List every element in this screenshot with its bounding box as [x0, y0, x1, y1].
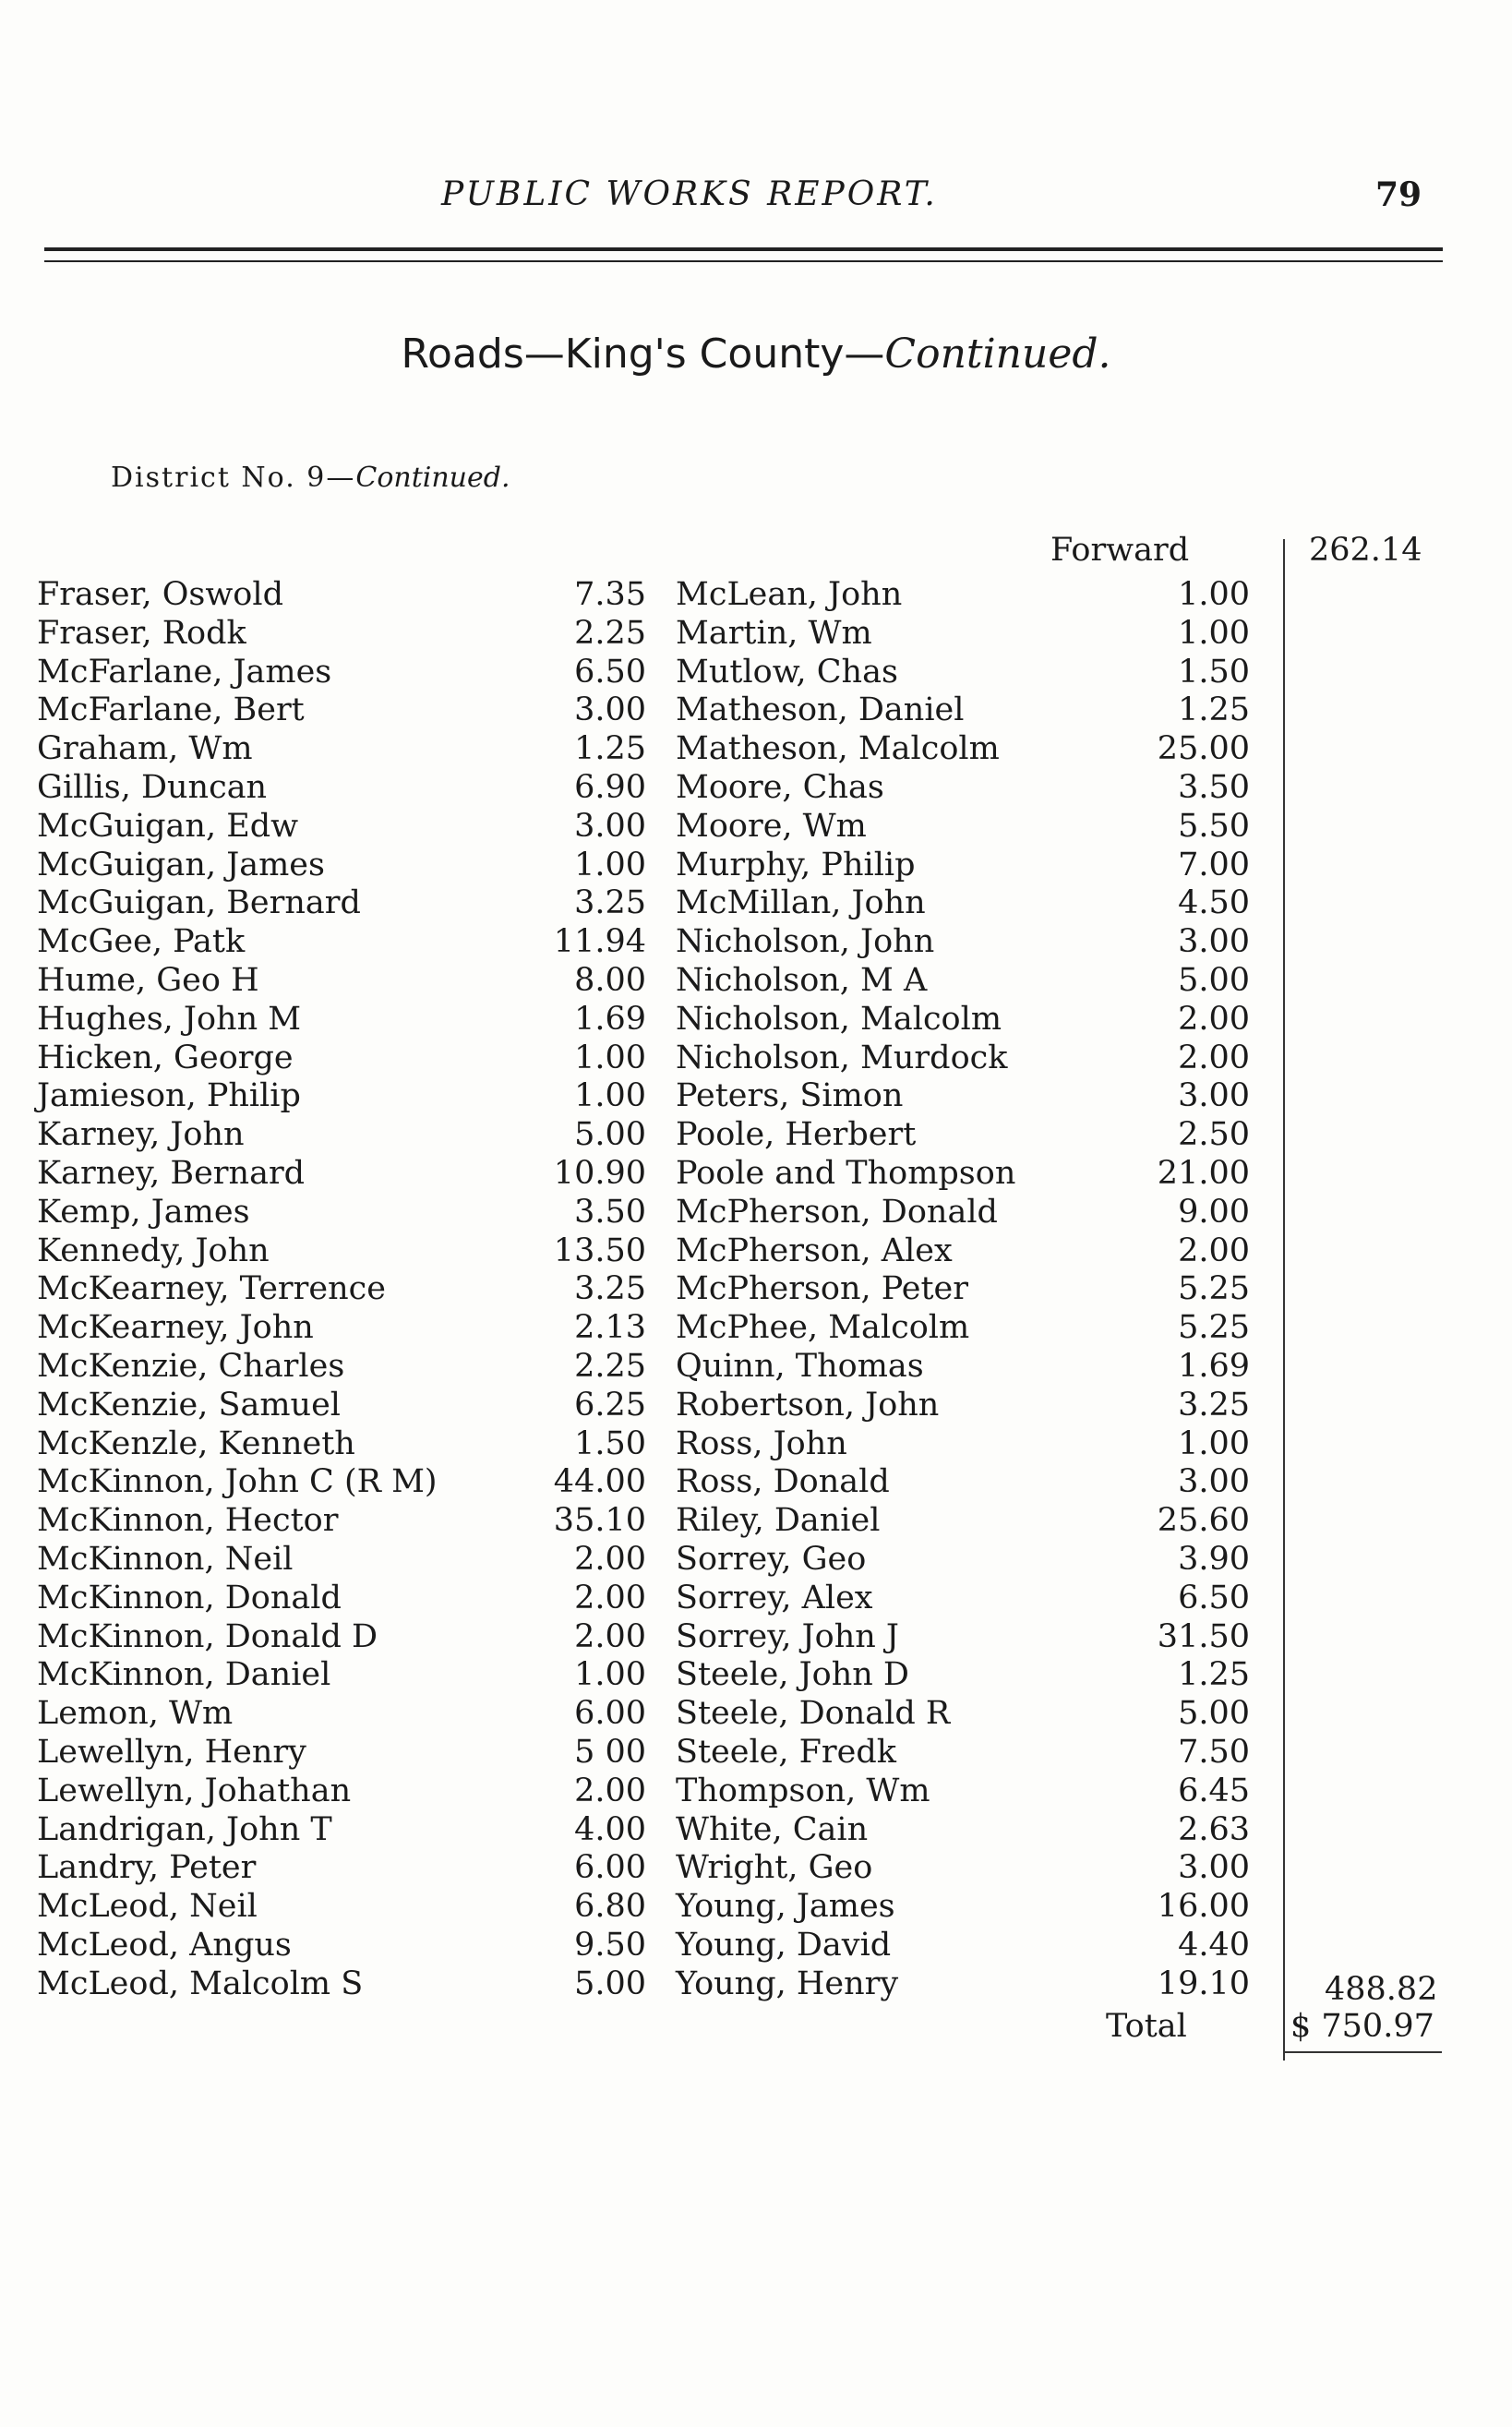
entry-name: Young, James [676, 1888, 895, 1926]
entry-name: McGuigan, Edw [37, 807, 299, 845]
entry-amount: 2.00 [574, 1540, 646, 1578]
entry-amount: 6.25 [574, 1386, 646, 1424]
list-item [676, 884, 1285, 923]
entry-amount: 6.00 [574, 1695, 646, 1733]
page-number: 79 [1375, 175, 1422, 214]
entry-amount: 7.35 [574, 576, 646, 613]
entry-name: Murphy, Philip [676, 846, 916, 883]
list-item [676, 808, 1285, 847]
entry-amount: 1.50 [574, 1424, 646, 1462]
entry-amount: 1.50 [1178, 653, 1250, 691]
entry-name: Young, Henry [676, 1964, 899, 2002]
entry-amount: 7.00 [1178, 846, 1250, 883]
entry-name: Ross, John [676, 1424, 847, 1462]
entry-amount: 2.50 [1178, 1116, 1250, 1154]
list-item [37, 884, 646, 923]
list-item [676, 962, 1285, 1001]
list-item [676, 576, 1285, 615]
entry-amount: 2.00 [574, 1772, 646, 1809]
list-item [37, 654, 646, 692]
entry-amount: 6.50 [574, 653, 646, 691]
entry-amount: 1.69 [1178, 1347, 1250, 1385]
list-item [676, 1309, 1285, 1348]
list-item [676, 1618, 1285, 1657]
list-item [676, 923, 1285, 962]
section-title-continued: Continued. [884, 330, 1111, 378]
list-item [676, 1849, 1285, 1888]
entry-amount: 3.00 [1178, 923, 1250, 961]
entry-amount: 4.00 [574, 1810, 646, 1848]
entry-amount: 5.50 [1178, 807, 1250, 845]
list-item [37, 1309, 646, 1348]
entry-amount: 1.00 [1178, 1424, 1250, 1462]
forward-label: Forward [1050, 532, 1190, 569]
list-item [676, 1039, 1285, 1078]
entry-amount: 10.90 [553, 1154, 646, 1192]
entry-amount: 2.25 [574, 614, 646, 652]
entry-name: Hughes, John M [37, 1000, 302, 1038]
entry-name: Nicholson, John [676, 923, 935, 961]
list-item [676, 1656, 1285, 1695]
entry-name: Wright, Geo [676, 1849, 873, 1887]
entry-amount: 3.00 [574, 807, 646, 845]
entry-amount: 6.80 [574, 1888, 646, 1926]
entry-amount: 2.00 [574, 1579, 646, 1616]
list-item [37, 1656, 646, 1695]
entry-name: Gillis, Duncan [37, 768, 268, 806]
list-item [37, 1348, 646, 1387]
entry-name: McKinnon, Donald [37, 1579, 342, 1616]
list-item [37, 923, 646, 962]
list-item [676, 1116, 1285, 1155]
entry-amount: 9.00 [1178, 1193, 1250, 1231]
entry-amount: 1.00 [574, 1077, 646, 1115]
list-item [676, 1077, 1285, 1116]
entry-name: Sorrey, Alex [676, 1579, 873, 1616]
entry-name: McKenzle, Kenneth [37, 1424, 355, 1462]
list-item [676, 1502, 1285, 1541]
entry-name: McGuigan, Bernard [37, 884, 361, 922]
entry-amount: 2.00 [1178, 1232, 1250, 1269]
entry-name: McGuigan, James [37, 846, 325, 883]
entry-name: McKinnon, Donald D [37, 1617, 378, 1655]
entry-amount: 1.00 [1178, 576, 1250, 613]
entry-amount: 1.00 [574, 1039, 646, 1076]
entry-amount: 4.40 [1178, 1926, 1250, 1964]
entry-name: Jamieson, Philip [37, 1077, 301, 1115]
entry-name: McMillan, John [676, 884, 926, 922]
entry-amount: 35.10 [553, 1502, 646, 1540]
entry-amount: 3.00 [1178, 1077, 1250, 1115]
list-item [676, 1348, 1285, 1387]
entry-name: McPherson, Peter [676, 1270, 968, 1308]
entry-name: Lewellyn, Henry [37, 1733, 306, 1771]
list-item [37, 1811, 646, 1850]
entry-amount: 6.50 [1178, 1579, 1250, 1616]
entry-amount: 3.25 [1178, 1386, 1250, 1424]
entry-name: Steele, Donald R [676, 1695, 951, 1733]
entry-name: Nicholson, M A [676, 961, 928, 999]
entry-name: Moore, Wm [676, 807, 867, 845]
list-item [37, 1039, 646, 1078]
entry-name: Mutlow, Chas [676, 653, 898, 691]
list-item [676, 1270, 1285, 1309]
list-item [676, 1232, 1285, 1271]
entry-amount: 3.25 [574, 884, 646, 922]
total-label: Total [1106, 2008, 1187, 2045]
entry-amount: 5.00 [1178, 961, 1250, 999]
entry-name: McKinnon, Daniel [37, 1656, 331, 1694]
entry-amount: 1.00 [1178, 614, 1250, 652]
entry-amount: 2.25 [574, 1347, 646, 1385]
list-item [676, 847, 1285, 885]
entry-name: McFarlane, James [37, 653, 332, 691]
total-value: $ 750.97 [1290, 2008, 1434, 2045]
entry-name: McPherson, Alex [676, 1232, 953, 1269]
list-item [37, 1541, 646, 1580]
list-item [676, 1888, 1285, 1927]
entry-amount: 11.94 [553, 923, 646, 961]
list-item [676, 769, 1285, 808]
forward-value: 262.14 [1309, 532, 1422, 569]
entry-amount: 8.00 [574, 961, 646, 999]
entry-name: Nicholson, Malcolm [676, 1000, 1002, 1038]
entry-name: Karney, Bernard [37, 1154, 306, 1192]
entry-name: McPherson, Donald [676, 1193, 998, 1231]
entry-name: Thompson, Wm [676, 1772, 930, 1809]
list-item [676, 654, 1285, 692]
entry-name: Fraser, Rodk [37, 614, 246, 652]
entry-amount: 7.50 [1178, 1733, 1250, 1771]
entry-name: McLeod, Malcolm S [37, 1964, 364, 2002]
entry-name: McLeod, Angus [37, 1926, 292, 1964]
list-item [676, 1734, 1285, 1772]
list-item [37, 1270, 646, 1309]
list-item [37, 769, 646, 808]
entry-amount: 16.00 [1157, 1888, 1250, 1926]
entry-amount: 5.00 [1178, 1695, 1250, 1733]
entry-name: Sorrey, John J [676, 1617, 899, 1655]
entry-amount: 6.90 [574, 768, 646, 806]
entry-amount: 5.25 [1178, 1309, 1250, 1347]
entry-name: McLean, John [676, 576, 903, 613]
list-item [37, 1194, 646, 1232]
entry-name: Quinn, Thomas [676, 1347, 924, 1385]
subtotal-value: 488.82 [1325, 1971, 1438, 2008]
entry-name: Graham, Wm [37, 730, 253, 768]
entry-name: McKinnon, John C (R M) [37, 1463, 438, 1501]
list-item [37, 1502, 646, 1541]
entry-amount: 25.60 [1157, 1502, 1250, 1540]
entry-name: Steele, Fredk [676, 1733, 896, 1771]
entry-amount: 5.25 [1178, 1270, 1250, 1308]
list-item [676, 1155, 1285, 1194]
entry-name: White, Cain [676, 1810, 869, 1848]
list-item [37, 1772, 646, 1811]
entry-amount: 6.00 [574, 1849, 646, 1887]
entry-name: Martin, Wm [676, 614, 872, 652]
entry-name: McKenzie, Charles [37, 1347, 345, 1385]
entry-amount: 31.50 [1157, 1617, 1250, 1655]
list-item [676, 691, 1285, 730]
entry-name: McKinnon, Neil [37, 1540, 294, 1578]
entry-name: McGee, Patk [37, 923, 246, 961]
list-item [676, 1541, 1285, 1580]
entry-amount: 3.50 [574, 1193, 646, 1231]
entry-name: Steele, John D [676, 1656, 909, 1694]
entry-name: Lewellyn, Johathan [37, 1772, 352, 1809]
entry-amount: 1.25 [574, 730, 646, 768]
entry-amount: 21.00 [1157, 1154, 1250, 1192]
list-item [37, 1116, 646, 1155]
entry-name: Riley, Daniel [676, 1502, 881, 1540]
entry-name: Young, David [676, 1926, 892, 1964]
total-underline [1285, 2051, 1442, 2053]
section-title-text: Roads—King's County— [401, 330, 885, 378]
list-item [37, 1695, 646, 1734]
entry-name: Lemon, Wm [37, 1695, 234, 1733]
entry-amount: 44.00 [553, 1463, 646, 1501]
list-item [37, 730, 646, 769]
entry-name: Landry, Peter [37, 1849, 257, 1887]
entry-amount: 2.63 [1178, 1810, 1250, 1848]
entry-name: McKearney, Terrence [37, 1270, 386, 1308]
entry-amount: 5.00 [574, 1964, 646, 2002]
entry-amount: 3.00 [1178, 1463, 1250, 1501]
entry-amount: 1.69 [574, 1000, 646, 1038]
entry-name: McLeod, Neil [37, 1888, 258, 1926]
entry-amount: 6.45 [1178, 1772, 1250, 1809]
entry-name: Hicken, George [37, 1039, 294, 1076]
entry-amount: 5 00 [574, 1733, 646, 1771]
list-item [37, 1232, 646, 1271]
list-item [37, 847, 646, 885]
entry-amount: 3.90 [1178, 1540, 1250, 1578]
entry-name: Kennedy, John [37, 1232, 270, 1269]
list-item [37, 1001, 646, 1039]
list-item [37, 1580, 646, 1618]
list-item [676, 1463, 1285, 1502]
entry-amount: 3.25 [574, 1270, 646, 1308]
entry-name: Matheson, Daniel [676, 691, 965, 729]
left-entries-column [37, 576, 646, 2003]
entry-amount: 2.13 [574, 1309, 646, 1347]
entry-name: Peters, Simon [676, 1077, 904, 1115]
entry-amount: 3.00 [1178, 1849, 1250, 1887]
entry-amount: 4.50 [1178, 884, 1250, 922]
list-item [676, 1001, 1285, 1039]
entry-name: Hume, Geo H [37, 961, 259, 999]
entry-name: McFarlane, Bert [37, 691, 305, 729]
entry-name: Karney, John [37, 1116, 245, 1154]
list-item [37, 1927, 646, 1965]
list-item [37, 808, 646, 847]
right-entries-column [676, 576, 1285, 2003]
list-item [37, 962, 646, 1001]
entry-name: Nicholson, Murdock [676, 1039, 1008, 1076]
entry-amount: 2.00 [574, 1617, 646, 1655]
district-label: District No. 9— [111, 462, 356, 494]
list-item [37, 1965, 646, 2004]
list-item [676, 1580, 1285, 1618]
list-item [37, 1734, 646, 1772]
entry-amount: 2.00 [1178, 1000, 1250, 1038]
entry-name: Sorrey, Geo [676, 1540, 867, 1578]
entry-amount: 1.25 [1178, 1656, 1250, 1694]
list-item [37, 615, 646, 654]
header-rule-thin [44, 260, 1443, 262]
entry-name: McKearney, John [37, 1309, 314, 1347]
entry-name: Robertson, John [676, 1386, 940, 1424]
list-item [37, 1425, 646, 1464]
list-item [37, 576, 646, 615]
entry-name: Ross, Donald [676, 1463, 890, 1501]
entry-amount: 2.00 [1178, 1039, 1250, 1076]
entry-name: Poole, Herbert [676, 1116, 917, 1154]
page-header [0, 175, 1512, 222]
entry-name: McPhee, Malcolm [676, 1309, 970, 1347]
entry-amount: 5.00 [574, 1116, 646, 1154]
list-item [676, 615, 1285, 654]
header-rule-thick [44, 247, 1443, 251]
list-item [676, 730, 1285, 769]
entry-amount: 3.00 [574, 691, 646, 729]
entry-amount: 13.50 [553, 1232, 646, 1269]
entry-amount: 9.50 [574, 1926, 646, 1964]
district-heading [111, 462, 510, 494]
entry-amount: 1.00 [574, 1656, 646, 1694]
entry-amount: 3.50 [1178, 768, 1250, 806]
entry-name: McKenzie, Samuel [37, 1386, 341, 1424]
list-item [676, 1811, 1285, 1850]
list-item [676, 1772, 1285, 1811]
list-item [37, 1387, 646, 1425]
list-item [37, 691, 646, 730]
entry-amount: 19.10 [1157, 1964, 1250, 2002]
list-item [37, 1849, 646, 1888]
list-item [676, 1194, 1285, 1232]
district-continued: Continued. [355, 462, 510, 494]
entry-name: Fraser, Oswold [37, 576, 283, 613]
entry-name: Moore, Chas [676, 768, 884, 806]
entry-name: Poole and Thompson [676, 1154, 1016, 1192]
running-title: PUBLIC WORKS REPORT. [441, 175, 938, 213]
entry-amount: 1.25 [1178, 691, 1250, 729]
list-item [37, 1155, 646, 1194]
list-item [676, 1965, 1285, 2004]
entry-amount: 1.00 [574, 846, 646, 883]
list-item [676, 1387, 1285, 1425]
entry-name: Kemp, James [37, 1193, 250, 1231]
entry-name: Matheson, Malcolm [676, 730, 1000, 768]
entry-name: Landrigan, John T [37, 1810, 332, 1848]
list-item [676, 1425, 1285, 1464]
entry-amount: 25.00 [1157, 730, 1250, 768]
list-item [676, 1927, 1285, 1965]
list-item [37, 1618, 646, 1657]
list-item [37, 1888, 646, 1927]
list-item [37, 1077, 646, 1116]
list-item [676, 1695, 1285, 1734]
section-title [0, 330, 1512, 378]
entry-name: McKinnon, Hector [37, 1502, 339, 1540]
list-item [37, 1463, 646, 1502]
